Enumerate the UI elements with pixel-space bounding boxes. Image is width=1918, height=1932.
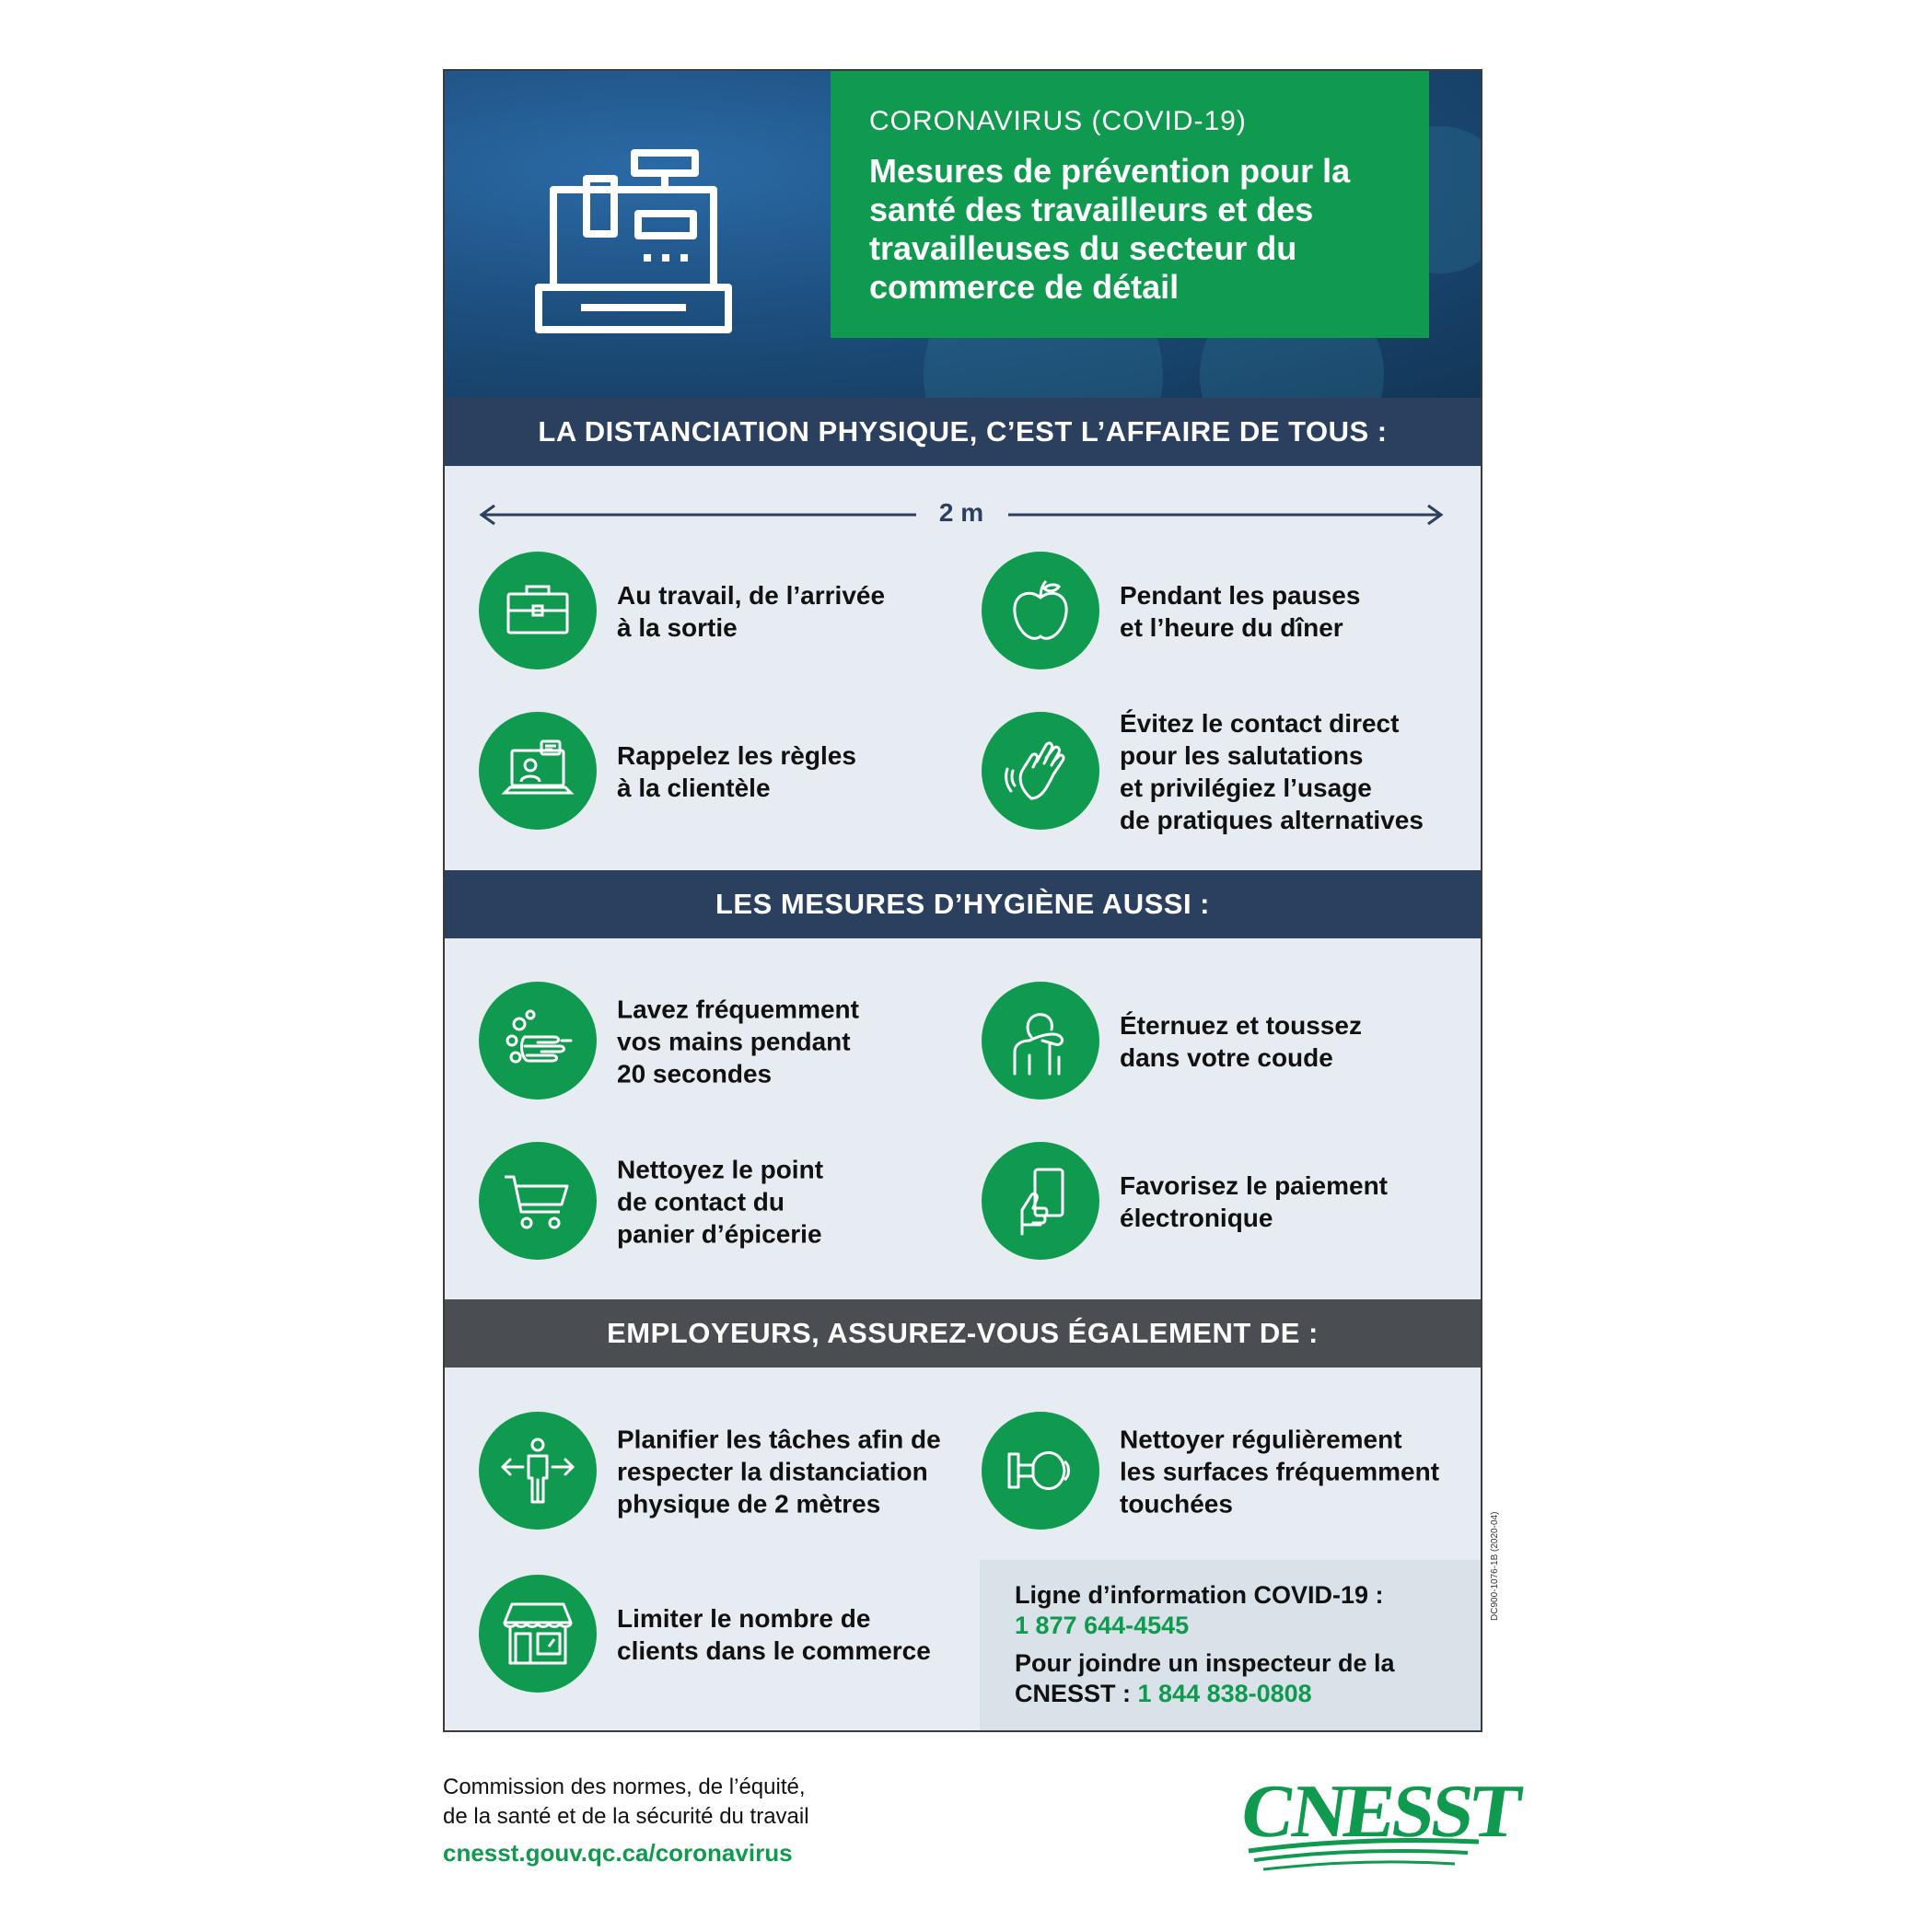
section-heading-hygiene: LES MESURES D’HYGIÈNE AUSSI : — [445, 870, 1481, 938]
page-title: Mesures de prévention pour la santé des travailleurs et des travailleuses du secteur du commerce de détail — [869, 152, 1351, 306]
icon-circle — [479, 982, 597, 1100]
laptop-chat-icon — [501, 734, 575, 808]
info-line2-label: Pour joindre un inspecteur de la — [1015, 1649, 1395, 1677]
hand-wash-icon — [501, 1004, 575, 1077]
list-item — [982, 982, 1442, 1101]
icon-circle — [479, 1412, 597, 1530]
info-line2-row — [1015, 1679, 1481, 1709]
info-box — [980, 1560, 1481, 1730]
item-text: Au travail, de l’arrivée à la sortie — [617, 581, 886, 642]
list-item — [982, 552, 1442, 671]
icon-circle — [479, 712, 597, 830]
list-item — [982, 1142, 1442, 1262]
item-text: Limiter le nombre de clients dans le commerce — [617, 1604, 931, 1665]
icon-circle — [982, 982, 1099, 1100]
sneeze-elbow-icon — [1004, 1004, 1077, 1077]
icon-circle — [982, 1412, 1099, 1530]
info-line2-phone[interactable]: 1 844 838-0808 — [1137, 1680, 1312, 1707]
apple-icon — [1004, 574, 1077, 647]
document-code: DC900-1076-1B (2020-04) — [1490, 1511, 1500, 1621]
briefcase-icon — [501, 574, 575, 647]
icon-circle — [982, 712, 1099, 830]
org-line-2: de la santé et de la sécurité du travail — [443, 1804, 809, 1829]
poster — [443, 69, 1482, 1732]
title-box — [831, 71, 1429, 338]
icon-circle — [982, 1142, 1099, 1260]
cnesst-logo — [1235, 1769, 1525, 1876]
icon-circle — [479, 1142, 597, 1260]
person-distance-icon — [501, 1434, 575, 1507]
section-heading-distancing: LA DISTANCIATION PHYSIQUE, C’EST L’AFFAIRE DE TOUS : — [445, 398, 1481, 466]
section-heading-employers: EMPLOYEURS, ASSUREZ-VOUS ÉGALEMENT DE : — [445, 1299, 1481, 1368]
icon-circle — [479, 552, 597, 669]
item-text: Rappelez les règles à la clientèle — [617, 741, 856, 802]
list-item — [982, 709, 1442, 834]
info-line1-phone[interactable]: 1 877 644-4545 — [1015, 1612, 1190, 1639]
logo-wordmark: CNESST — [1235, 1769, 1525, 1853]
list-item — [479, 552, 939, 671]
item-text: Favorisez le paiement électronique — [1120, 1171, 1389, 1232]
item-text: Pendant les pauses et l’heure du dîner — [1120, 581, 1361, 642]
storefront-icon — [501, 1597, 575, 1670]
icon-circle — [479, 1575, 597, 1693]
hero-banner — [445, 71, 1481, 398]
icon-circle — [982, 552, 1099, 669]
info-line1-label: Ligne d’information COVID-19 : — [1015, 1581, 1384, 1609]
shopping-cart-icon — [501, 1164, 575, 1238]
cash-register-icon — [535, 149, 733, 333]
list-item — [479, 1412, 939, 1531]
item-text: Évitez le contact direct pour les salutations et privilégiez l’usage de pratiques alternatives — [1120, 709, 1424, 834]
item-text: Planifier les tâches afin de respecter la distanciation physique de 2 mètres — [617, 1425, 941, 1519]
list-item — [479, 1575, 939, 1694]
item-text: Nettoyez le point de contact du panier d’épicerie — [617, 1155, 824, 1249]
card-payment-icon — [1004, 1164, 1077, 1238]
info-line2-label-b: CNESST : — [1015, 1680, 1138, 1707]
list-item — [982, 1412, 1442, 1531]
item-text: Éternuez et toussez dans votre coude — [1120, 1011, 1362, 1072]
list-item — [479, 982, 939, 1101]
list-item — [479, 1142, 939, 1262]
waving-hand-icon — [1004, 734, 1077, 808]
organization-name — [443, 1773, 809, 1832]
doorknob-icon — [1004, 1434, 1077, 1507]
item-text: Lavez fréquemment vos mains pendant 20 secondes — [617, 995, 859, 1088]
distance-label: 2 m — [938, 498, 984, 527]
list-item — [479, 712, 939, 832]
logo-swoosh-icon — [1241, 1770, 1482, 1876]
kicker: CORONAVIRUS (COVID-19) — [869, 106, 1247, 136]
distance-arrow — [478, 496, 1445, 533]
item-text: Nettoyer régulièrement les surfaces fréquemment touchées — [1120, 1425, 1440, 1519]
website-link[interactable]: cnesst.gouv.qc.ca/coronavirus — [443, 1839, 793, 1867]
org-line-1: Commission des normes, de l’équité, — [443, 1775, 806, 1799]
